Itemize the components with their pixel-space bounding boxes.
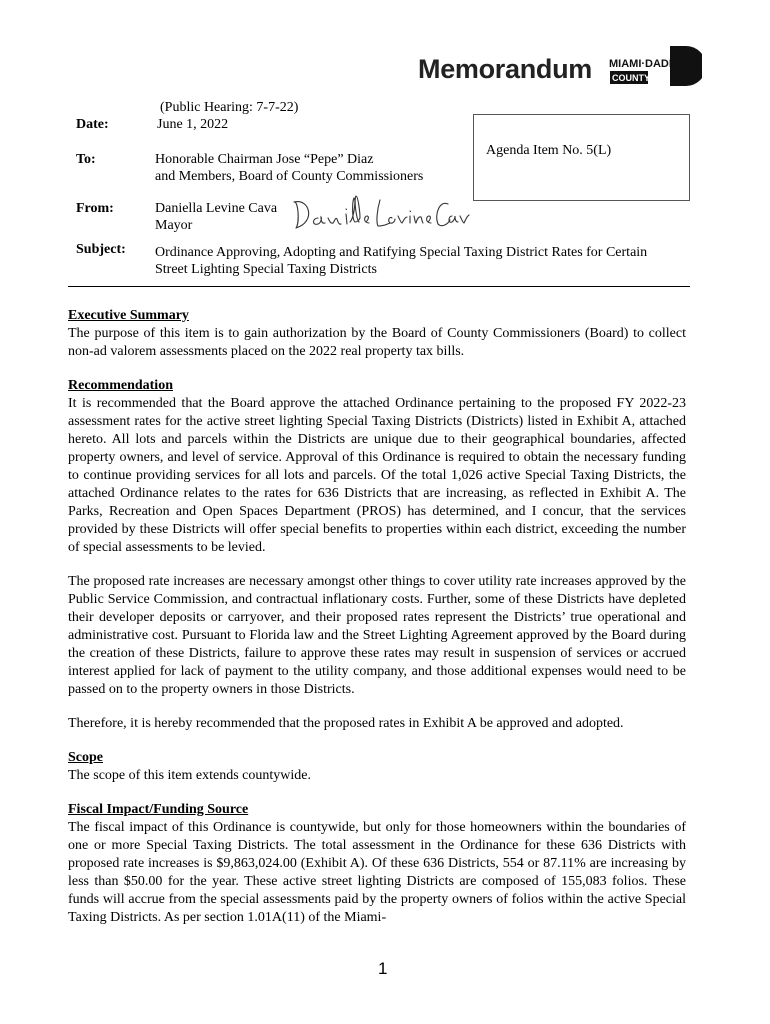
scope-text: The scope of this item extends countywide. [68,768,311,783]
header-divider [68,286,690,287]
date-value: June 1, 2022 [157,117,229,132]
executive-summary-text: The purpose of this item is to gain authorization by the Board of County Commissioners (Board) to collect non-ad valorem assessments placed on the 2022 real property tax bills. [68,326,686,359]
miami-dade-county-logo [608,44,702,88]
from-line-2: Mayor [155,218,193,233]
fiscal-impact-heading: Fiscal Impact/Funding Source [68,802,249,817]
logo-text-top: MIAMI·DADE [609,58,677,70]
memorandum-title: Memorandum [418,54,593,84]
signature [288,192,470,236]
to-line-1: Honorable Chairman Jose “Pepe” Diaz [155,152,374,167]
to-line-2: and Members, Board of County Commissioners [155,169,424,184]
logo-text-bottom: COUNTY [612,73,650,83]
recommendation-paragraph-1: It is recommended that the Board approve the attached Ordinance pertaining to the proposed FY 2022-23 assessment rates for the active street lighting Special Taxing Districts (Districts) listed in Exhibit A, attached hereto. All lots and parcels within the Districts are unique due to their geographical boundaries, affected property owners, and level of service. Approval of this Ordinance is required to obtain the necessary funding to continue providing services for all lots and parcels. Of the total 1,026 active Special Taxing Districts, the attached Ordinance relates to the rates for 636 Districts that are increasing, as reflected in Exhibit A. The Parks, Recreation and Open Spaces Department (PROS) has determined, and I concur, that the services provided by these Districts will offer special benefits to properties within each district, exceeding the number of special assessments to be levied. [68,396,686,555]
from-line-1: Daniella Levine Cava [155,201,278,216]
from-value [155,200,277,234]
public-hearing-note: (Public Hearing: 7-7-22) [160,100,299,115]
page-number: 1 [378,959,388,978]
recommendation-heading: Recommendation [68,378,173,393]
to-label: To: [76,152,96,167]
fiscal-impact-text: The fiscal impact of this Ordinance is countywide, but only for those homeowners within the boundaries of one or more Special Taxing Districts. The total assessment in the Ordinance for these 636 Districts with proposed rate increases is $9,863,024.00 (Exhibit A). Of these 636 Districts, 554 or 87.11% are increasing by less than $50.00 for the year. These active street lighting Districts are composed of 155,083 folios. These funds will accrue from the special assessments paid by the property owners of folios within the active Special Taxing Districts. As per section 1.01A(11) of the Miami- [68,820,686,925]
recommendation-paragraph-3: Therefore, it is hereby recommended that the proposed rates in Exhibit A be approved and adopted. [68,716,624,731]
memo-body [68,307,686,927]
recommendation-paragraph-2: The proposed rate increases are necessary amongst other things to cover utility rate increases approved by the Public Service Commission, and contractual inflationary costs. Further, some of these Districts have depleted their developer deposits or carryover, and their proposed rates represent the Districts’ true operational and administrative cost. Pursuant to Florida law and the Street Lighting Agreement approved by the Board during the creation of these Districts, failure to approve these rates may result in suspension of services or accrued interest applied for lack of payment to the utility company, and those additional expenses would need to be passed on to the property owners in those Districts. [68,574,686,697]
subject-label: Subject: [76,242,126,257]
subject-line-1: Ordinance Approving, Adopting and Ratifying Special Taxing District Rates for Certain [155,245,648,260]
to-value [155,151,423,185]
agenda-item: Agenda Item No. 5(L) [486,143,612,158]
date-label: Date: [76,117,109,132]
scope-heading: Scope [68,750,103,765]
executive-summary-heading: Executive Summary [68,308,189,323]
from-label: From: [76,201,114,216]
subject-value [155,244,647,278]
subject-line-2: Street Lighting Special Taxing Districts [155,262,377,277]
